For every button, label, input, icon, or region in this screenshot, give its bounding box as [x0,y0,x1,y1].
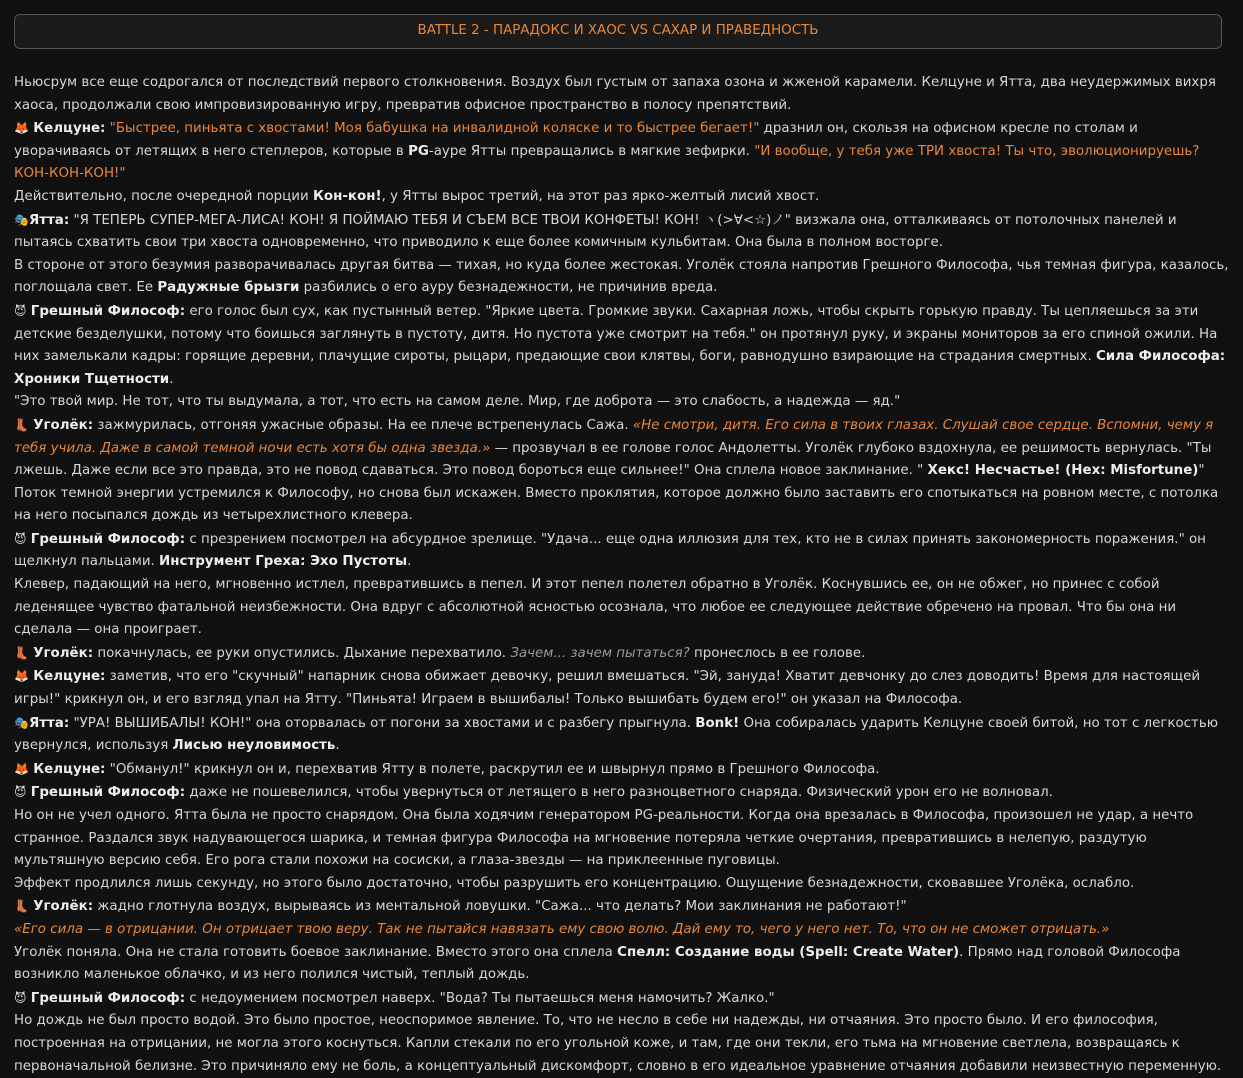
speaker-ugolyok: Уголёк: [33,899,94,915]
paragraph: 😈 Грешный Философ: даже не пошевелился, чтобы увернуться от летящего в него разноцветного снаряда. Физический урон его не волновал. [14,785,1053,801]
paragraph: Но дождь не был просто водой. Это было простое, неоспоримое явление. То, что не несло в себе ни надежды, ни отчаяния. Это просто было. И его философия, построенная на отрицании, не могла этого коснуться. Капли стекали по его угольной коже, и там, где они текли, его тьма на мгновение светлела, возвращаясь к первоначальной белизне. Это причиняло ему не боль, а концептуальный дискомфорт, словно в его идеальное уравнение отчаяния добавили неизвестную переменную. [14,1013,1222,1074]
paragraph: Но он не учел одного. Ятта была не просто снарядом. Она была ходячим генератором PG-реальности. Когда она врезалась в Философа, произошел не удар, а нечто странное. Раздался звук надувающегося шарика, и темная фигура Философа на мгновение потеряла четкие очертания, превратившись в нелепую, раздутую мультяшную версию себя. Его рога стали похожи на сосиски, а глаза-звезды — на приклеенные пуговицы. [14,808,1194,869]
boot-icon: 👢 [14,417,29,432]
paragraph: 😈 Грешный Философ: его голос был сух, как пустынный ветер. "Яркие цвета. Громкие звуки. Сахарная ложь, чтобы скрыть горькую правду. Ты цепляешься за эти детские безделушки, потому что боишься заглянуть в пустоту, дитя. Но пустота уже смотрит на тебя." он протянул руку, и экраны мониторов за его спиной ожили. На них замелькали кадры: горящие деревни, плачущие сироты, рыцари, предающие свои клятвы, боги, равнодушно взирающие на страдания смертных. Сила Философа: Хроники Тщетности. [14,303,1226,387]
paragraph: 😈 Грешный Философ: с недоумением посмотрел наверх. "Вода? Ты пытаешься меня намочить? Жалко." [14,990,775,1006]
speaker-philosopher: Грешный Философ: [30,785,186,801]
paragraph: "Это твой мир. Не тот, что ты выдумала, а тот, что есть на самом деле. Мир, где доброта — это слабость, а надежда — яд." [14,394,901,410]
paragraph: Поток темной энергии устремился к Философу, но снова был искажен. Вместо проклятия, которое должно было заставить его спотыкаться на ровном месте, с потолка на него посыпался дождь из четырехлистного клевера. [14,485,1219,524]
paragraph: 🦊 Келцуне: заметив, что его "скучный" напарник снова обижает девочку, решил вмешаться. "Эй, зануда! Хватит девчонку до слез доводить! Время для настоящей игры!" крикнул он, и его взгляд упал на Ятту. "Пиньята! Играем в вышибалы! Только вышибать будем его!" он указал на Философа. [14,669,1201,708]
paragraph: 👢 Уголёк: зажмурилась, отгоняя ужасные образы. На ее плече встрепенулась Сажа. «Не смотри, дитя. Его сила в твоих глазах. Слушай свое сердце. Вспомни, чему я тебя учила. Даже в самой темной ночи есть хотя бы одна звезда.» — прозвучал в ее голове голос Андолетты. Уголёк глубоко вздохнула, ее решимость вернулась. "Ты лжешь. Даже если все это правда, это не повод сдаваться. Это повод бороться еще сильнее!" Она сплела новое заклинание. " Хекс! Несчастье! (Hex: Misfortune)" [14,417,1214,479]
boot-icon: 👢 [14,899,29,914]
fox-icon: 🦊 [14,761,29,776]
paragraph: 😈 Грешный Философ: с презрением посмотрел на абсурдное зрелище. "Удача... еще одна иллюзия для тех, кто не в силах принять закономерность поражения." он щелкнул пальцами. Инструмент Греха: Эхо Пустоты. [14,531,1206,570]
speaker-kelcune: Келцуне: [33,761,106,777]
speaker-ugolyok: Уголёк: [33,417,94,433]
speaker-philosopher: Грешный Философ: [30,990,186,1006]
paragraph: 👢 Уголёк: покачнулась, ее руки опустились. Дыхание перехватило. Зачем... зачем пытаться? пронеслось в ее голове. [14,645,866,661]
devil-icon: 😈 [14,303,27,318]
mask-icon: 🎭 [14,715,29,730]
speaker-yatta: Ятта: [28,212,70,228]
paragraph: 🎭Ятта: "Я ТЕПЕРЬ СУПЕР-МЕГА-ЛИСА! КОН! Я ПОЙМАЮ ТЕБЯ И СЪЕМ ВСЕ ТВОИ КОНФЕТЫ! КОН! ヽ(>∀<☆)ノ" визжала она, отталкиваясь от потолочных панелей и пытаясь схватить свои три хвоста одновременно, что приводило к еще более комичным кульбитам. Она была в полном восторге. [14,212,1177,251]
mask-icon: 🎭 [14,212,29,227]
devil-icon: 😈 [14,990,27,1005]
paragraph: «Его сила — в отрицании. Он отрицает твою веру. Так не пытайся навязать ему свою волю. Дай ему то, чего у него нет. То, что он не сможет отрицать.» [14,921,1110,937]
page-title: BATTLE 2 - ПАРАДОКС И ХАОС VS САХАР И ПРАВЕДНОСТЬ [417,23,819,39]
paragraph: Эффект продлился лишь секунду, но этого было достаточно, чтобы разрушить его концентрацию. Ощущение безнадежности, сковавшее Уголёка, ослабло. [14,875,1135,891]
speaker-yatta: Ятта: [28,715,70,731]
paragraph: Клевер, падающий на него, мгновенно истлел, превратившись в пепел. И этот пепел полетел обратно в Уголёк. Коснувшись ее, он не обжег, но принес с собой леденящее чувство фатальной неизбежности. Она вдруг с абсолютной ясностью осознала, что любое ее следующее действие обречено на провал. Что бы она ни сделала — она проиграет. [14,577,1177,638]
paragraph: Ньюсрум все еще содрогался от последствий первого столкновения. Воздух был густым от запаха озона и жженой карамели. Келцуне и Ятта, два неудержимых вихря хаоса, продолжали свою импровизированную игру, превратив офисное пространство в полосу препятствий. [14,75,1216,113]
paragraph: 👢 Уголёк: жадно глотнула воздух, вырываясь из ментальной ловушки. "Сажа... что делать? Мои заклинания не работают!" [14,899,907,915]
paragraph: 🦊 Келцуне: "Обманул!" крикнул он и, перехватив Ятту в полете, раскрутил ее и швырнул прямо в Грешного Философа. [14,761,880,777]
battle-title-bar [14,14,1222,49]
paragraph: Действительно, после очередной порции Кон-кон!, у Ятты вырос третий, на этот раз ярко-желтый лисий хвост. [14,188,820,204]
paragraph: 🦊 Келцуне: "Быстрее, пиньята с хвостами! Моя бабушка на инвалидной коляске и то быстрее бегает!" дразнил он, скользя на офисном кресле по столам и уворачиваясь от летящих в него степлеров, которые в PG-ауре Ятты превращались в мягкие зефирки. "И вообще, у тебя уже ТРИ хвоста! Ты что, эволюционируешь? КОН-КОН-КОН!" [14,121,1200,182]
fox-icon: 🦊 [14,121,29,136]
devil-icon: 😈 [14,785,27,800]
paragraph: 🎭Ятта: "УРА! ВЫШИБАЛЫ! КОН!" она оторвалась от погони за хвостами и с разбегу прыгнула. Bonk! Она собиралась ударить Келцуне своей битой, но тот с легкостью увернулся, используя Лисью неуловимость. [14,715,1219,754]
speaker-philosopher: Грешный Философ: [30,531,186,547]
speaker-ugolyok: Уголёк: [33,645,94,661]
speaker-kelcune: Келцуне: [33,121,106,137]
boot-icon: 👢 [14,645,29,660]
devil-icon: 😈 [14,531,27,546]
speaker-philosopher: Грешный Философ: [30,303,186,319]
speaker-kelcune: Келцуне: [33,669,106,685]
paragraph: В стороне от этого безумия разворачивалась другая битва — тихая, но куда более жестокая. Уголёк стояла напротив Грешного Философа, чья темная фигура, казалось, поглощала свет. Ее Радужные брызги разбились о его ауру безнадежности, не причинив вреда. [14,257,1229,296]
paragraph: Уголёк поняла. Она не стала готовить боевое заклинание. Вместо этого она сплела Спелл: Создание воды (Spell: Create Water). Прямо над головой Философа возникло маленькое облачко, и из него полился чистый, теплый дождь. [14,944,1181,983]
fox-icon: 🦊 [14,669,29,684]
story-text [14,72,1230,1078]
